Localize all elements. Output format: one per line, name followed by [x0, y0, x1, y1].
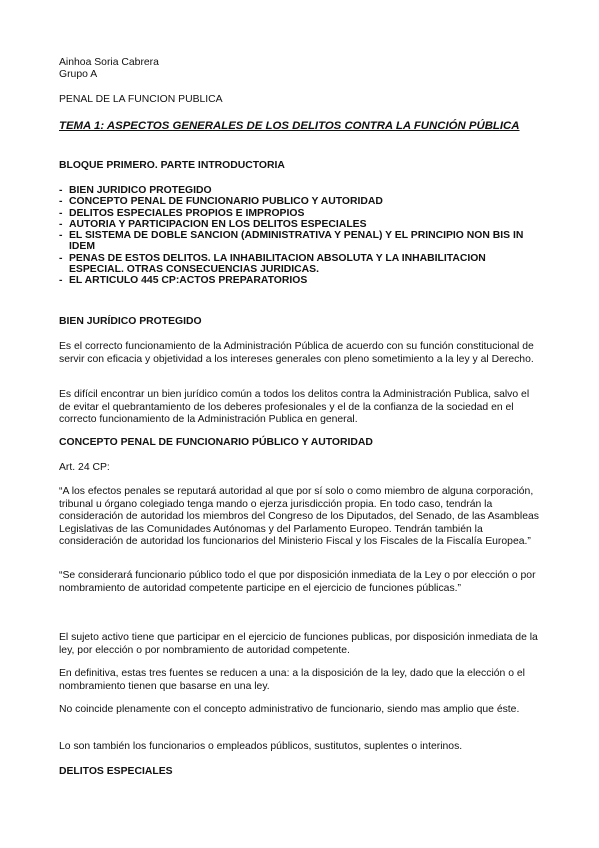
list-item: - AUTORIA Y PARTICIPACION EN LOS DELITOS ESPECIALES: [59, 218, 367, 230]
paragraph: Es difícil encontrar un bien jurídico común a todos los delitos contra la Administración Publica, salvo el de evitar el quebrantamiento de los deberes profesionales y el de la confianza de la sociedad en el correcto funcionamiento de la Administración Publica en general.: [59, 389, 530, 425]
list-item: - PENAS DE ESTOS DELITOS. LA INHABILITACION ABSOLUTA Y LA INHABILITACION ESPECIAL. OTRAS CONSECUENCIAS JURIDICAS.: [59, 252, 486, 276]
list-item: - BIEN JURIDICO PROTEGIDO: [59, 185, 212, 196]
topic-list: [59, 185, 529, 287]
quote-block: “Se considerará funcionario público todo el que por disposición inmediata de la Ley o por elección o por nombramiento de autoridad competente participe en el ejercicio de funciones públicas.”: [59, 570, 536, 594]
section-heading-delitos-especiales: DELITOS ESPECIALES: [59, 766, 173, 777]
list-item: - DELITOS ESPECIALES PROPIOS E IMPROPIOS: [59, 207, 305, 219]
list-item: - EL ARTICULO 445 CP:ACTOS PREPARATORIOS: [59, 275, 308, 287]
list-item: - CONCEPTO PENAL DE FUNCIONARIO PUBLICO Y AUTORIDAD: [59, 196, 383, 208]
bullet-dash: -: [59, 207, 63, 219]
bullet-dash: -: [59, 218, 63, 230]
bullet-dash: -: [59, 252, 63, 264]
subject-line: PENAL DE LA FUNCION PUBLICA: [59, 94, 223, 105]
bullet-dash: -: [59, 230, 63, 242]
bullet-dash: -: [59, 196, 63, 208]
article-reference: Art. 24 CP:: [59, 462, 110, 473]
paragraph: Es el correcto funcionamiento de la Administración Pública de acuerdo con su función constitucional de servir con eficacia y objetividad a los intereses generales con pleno sometimiento a la ley y al Derecho.: [59, 341, 534, 365]
list-item: - EL SISTEMA DE DOBLE SANCION (ADMINISTRATIVA Y PENAL) Y EL PRINCIPIO NON BIS IN IDEM: [59, 230, 524, 253]
page-title: TEMA 1: ASPECTOS GENERALES DE LOS DELITOS CONTRA LA FUNCIÓN PÚBLICA: [59, 120, 520, 132]
bullet-dash: -: [59, 275, 63, 287]
author-name: Ainhoa Soria Cabrera: [59, 57, 159, 68]
group-label: Grupo A: [59, 69, 98, 80]
quote-block: “A los efectos penales se reputará autoridad al que por sí solo o como miembro de alguna corporación, tribunal u órgano colegiado tenga mando o ejerza jurisdicción propia. En todo caso, tendrán la consideración de autoridad los miembros del Congreso de los Diputados, del Senado, de las Asambleas Legislativas de las Comunidades Autónomas y del Parlamento Europeo. Tendrán también la consideración de autoridad los funcionarios del Ministerio Fiscal y los Fiscales de la Fiscalía Europea.”: [59, 486, 539, 547]
paragraph: En definitiva, estas tres fuentes se reducen a una: a la disposición de la ley, dado que la elección o el nombramiento tienen que basarse en una ley.: [59, 668, 525, 692]
section-heading-concepto: CONCEPTO PENAL DE FUNCIONARIO PÚBLICO Y AUTORIDAD: [59, 437, 373, 448]
paragraph: No coincide plenamente con el concepto administrativo de funcionario, siendo mas amplio que éste.: [59, 704, 520, 715]
paragraph: El sujeto activo tiene que participar en el ejercicio de funciones publicas, por disposición inmediata de la ley, por elección o por nombramiento de autoridad competente.: [59, 632, 538, 656]
paragraph: Lo son también los funcionarios o empleados públicos, sustitutos, suplentes o interinos.: [59, 741, 463, 752]
section-heading-bien-juridico: BIEN JURÍDICO PROTEGIDO: [59, 316, 202, 327]
bullet-dash: -: [59, 185, 63, 196]
block-heading: BLOQUE PRIMERO. PARTE INTRODUCTORIA: [59, 160, 285, 171]
